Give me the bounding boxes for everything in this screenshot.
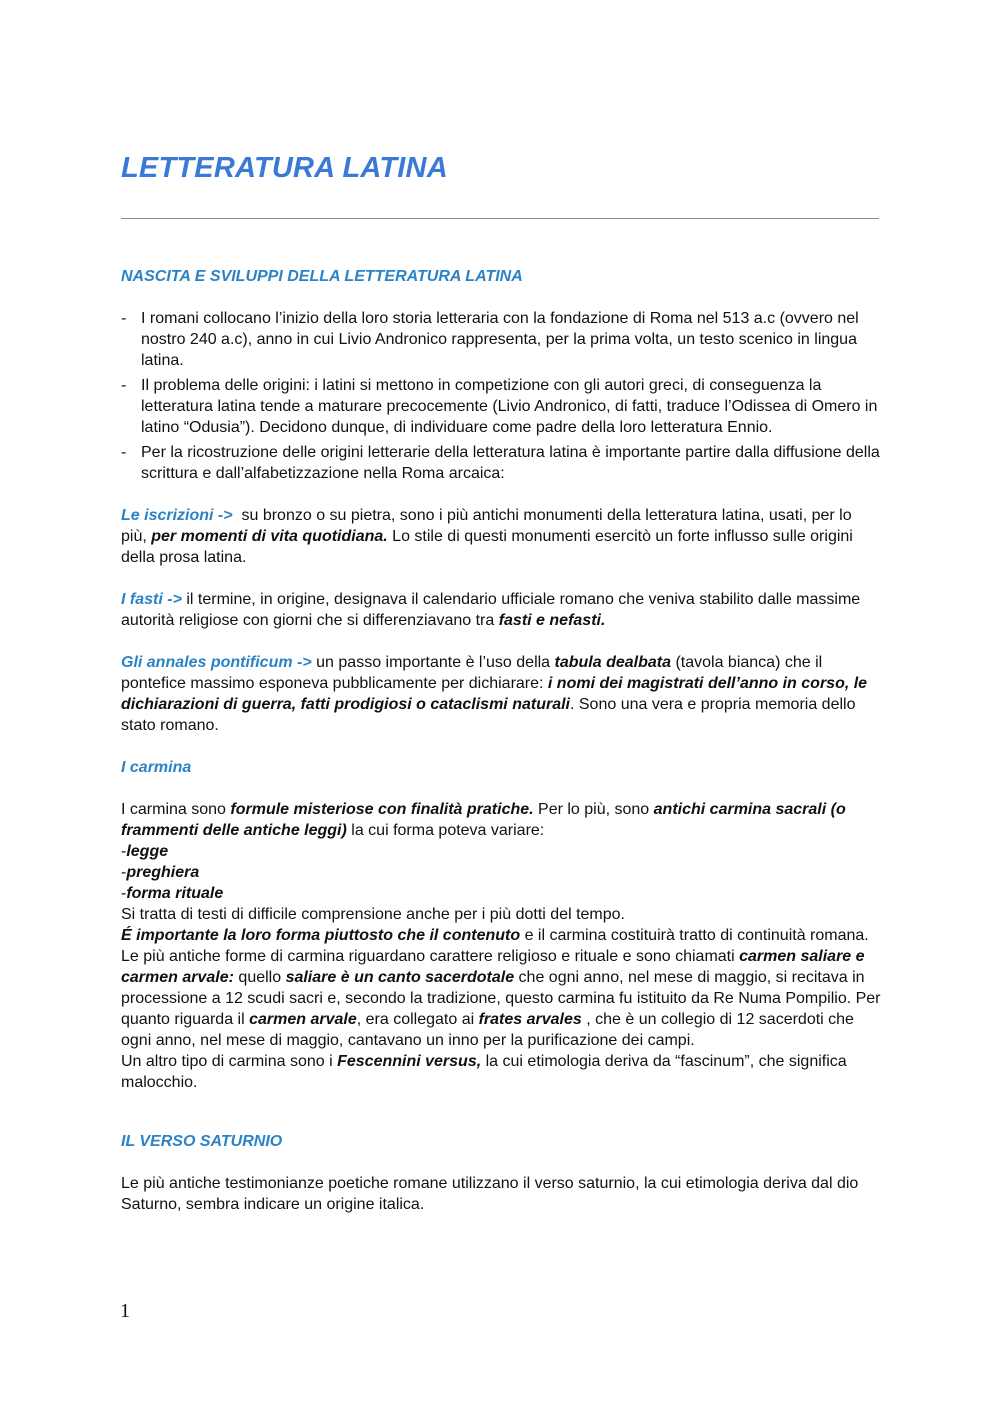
paragraph-text: il termine, in origine, designava il calendario ufficiale romano che veniva stabilito dalle massime autorità religiose con giorni che si differenziavano tra [121,591,861,629]
paragraph-carmina-intro [121,799,881,841]
paragraph-carmina-forme [121,946,881,1051]
emphasis-text: É importante la loro forma piuttosto che il contenuto [121,927,521,944]
carmina-body [121,799,881,1093]
page-number: 1 [120,1300,130,1322]
section-heading-saturnio: IL VERSO SATURNIO [121,1133,283,1150]
form-item [121,883,881,904]
emphasis-text: formule misteriose con finalità pratiche. [230,801,534,818]
paragraph-text: la cui etimologia deriva da “fascinum”, che significa malocchio. [121,1053,847,1091]
list-item [121,308,881,371]
emphasis-text: saliare è un canto sacerdotale [285,969,515,986]
section-heading-carmina: I carmina [121,759,192,776]
dash-bullet: - [121,444,127,461]
emphasis-text: Fescennini versus, [337,1053,482,1070]
term-label: Gli annales pontificum -> [121,654,312,671]
list-item [121,375,881,438]
paragraph-text: che ogni anno, nel mese di maggio, si recitava in processione a 12 scudi sacri e, secondo la tradizione, questo carmina fu istituito da Re Numa Pompilio. Per quanto riguarda il [121,969,881,1028]
emphasis-text: fasti e nefasti. [498,612,606,629]
term-label: Le iscrizioni -> [121,507,233,524]
paragraph-text: Un altro tipo di carmina sono i [121,1053,338,1070]
dash-bullet: - [121,310,127,327]
origins-bullet-list [121,308,881,484]
term-label: I fasti -> [121,591,182,608]
paragraph-text: , che è un collegio di 12 sacerdoti che ogni anno, nel mese di maggio, cantavano un inno per la purificazione dei campi. [121,1011,854,1049]
paragraph-fescennini [121,1051,881,1093]
document-title: LETTERATURA LATINA [121,152,448,184]
paragraph-text: Le più antiche forme di carmina riguardano carattere religioso e rituale e sono chiamati [121,948,740,965]
paragraph-text: I carmina sono [121,801,231,818]
emphasis-text: i nomi dei magistrati dell’anno in corso, le dichiarazioni di guerra, fatti prodigiosi o cataclismi naturali [121,675,868,713]
form-item-text: legge [126,843,169,860]
paragraph-text: quello [233,969,286,986]
document-body [121,266,881,1215]
emphasis-text: antichi carmina sacrali (o frammenti delle antiche leggi) [121,801,846,839]
paragraph-fasti [121,589,881,631]
paragraph-iscrizioni [121,505,881,568]
form-item [121,862,881,883]
section-heading-nascita: NASCITA E SVILUPPI DELLA LETTERATURA LATINA [121,268,523,285]
paragraph-text: Lo stile di questi monumenti esercitò un forte influsso sulle origini della prosa latina. [121,528,853,566]
paragraph-text: un passo importante è l’uso della [311,654,555,671]
paragraph-text: e il carmina costituirà tratto di continuità romana. [520,927,869,944]
list-item-text: I romani collocano l’inizio della loro storia letteraria con la fondazione di Roma nel 513 a.c (ovvero nel nostro 240 a.c), anno in cui Livio Andronico rappresenta, per la prima volta, un testo scenico in lingua latina. [141,310,859,369]
dash-bullet: - [121,843,127,860]
paragraph-text: su bronzo o su pietra, sono i più antichi monumenti della letteratura latina, usati, per lo più, [121,507,857,545]
dash-bullet: - [121,864,127,881]
paragraph-text: Si tratta di testi di difficile comprensione anche per i più dotti del tempo. [121,906,625,923]
dash-bullet: - [121,377,127,394]
dash-bullet: - [121,885,127,902]
emphasis-text: per momenti di vita quotidiana. [151,528,388,545]
emphasis-text: carmen arvale [249,1011,357,1028]
paragraph-saturnio: Le più antiche testimonianze poetiche romane utilizzano il verso saturnio, la cui etimologia deriva dal dio Saturno, sembra indicare un origine italica. [121,1175,859,1213]
paragraph-annales [121,652,881,736]
paragraph-text: , era collegato ai [356,1011,479,1028]
list-item-text: Il problema delle origini: i latini si mettono in competizione con gli autori greci, di conseguenza la letteratura latina tende a maturare precocemente (Livio Andronico, di fatti, traduce l’Odissea di Omero in latino “Odusia”). Decidono dunque, di individuare come padre della loro letteratura Ennio. [141,377,878,436]
list-item [121,442,881,484]
emphasis-text: frates arvales [478,1011,582,1028]
emphasis-text: tabula dealbata [554,654,671,671]
paragraph-text: . Sono una vera e propria memoria dello stato romano. [121,696,856,734]
paragraph-text: Per lo più, sono [533,801,654,818]
form-item-text: preghiera [126,864,200,881]
paragraph-text: (tavola bianca) che il pontefice massimo esponeva pubblicamente per dichiarare: [121,654,823,692]
emphasis-text: carmen saliare e carmen arvale: [121,948,865,986]
paragraph-carmina-forma [121,925,881,946]
title-divider [121,218,879,219]
form-item-text: forma rituale [126,885,224,902]
list-item-text: Per la ricostruzione delle origini letterarie della letteratura latina è importante partire dalla diffusione della scrittura e dall’alfabetizzazione nella Roma arcaica: [141,444,880,482]
form-item [121,841,881,862]
paragraph-text: la cui forma poteva variare: [346,822,545,839]
